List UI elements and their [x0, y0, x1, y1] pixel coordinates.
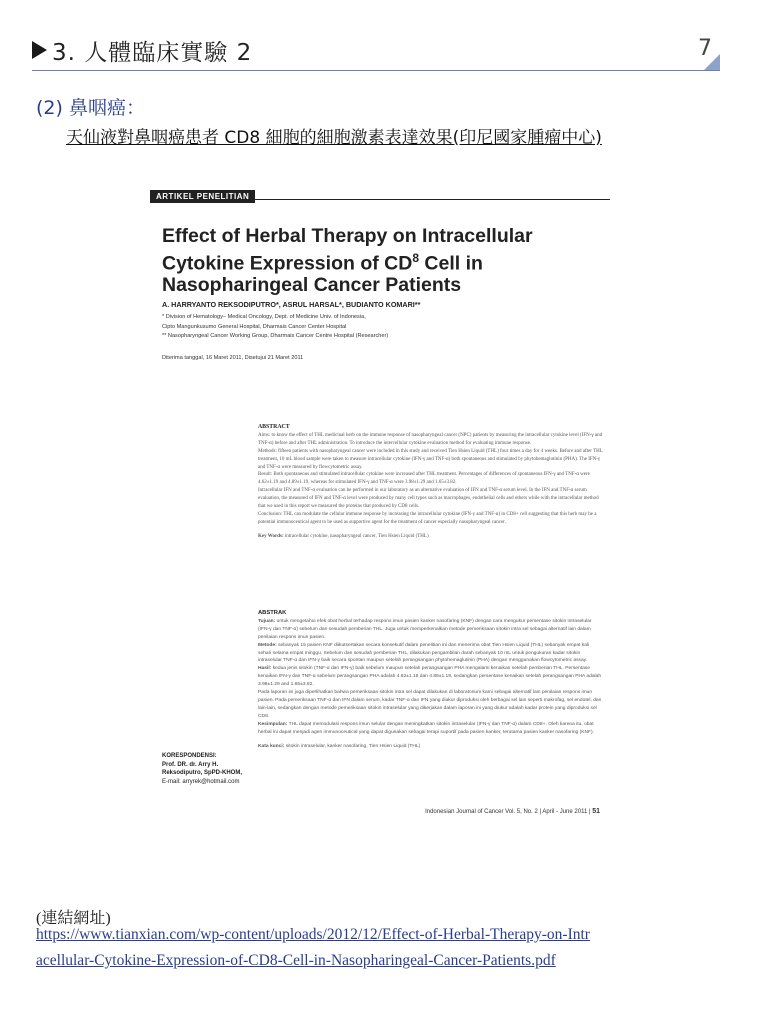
- abstrak-keywords: Kata kunci: sitokin intraselular, kanker nasofaring, Tien Hsien Liquid (THL): [258, 743, 421, 749]
- article-authors: A. HARRYANTO REKSODIPUTRO*, ASRUL HARSAL*, BUDIANTO KOMARI**: [162, 300, 421, 309]
- abstract-aims: Aims: to know the effect of THL medicinal herb on the immune response of nasopharyngeal cancer (NPC) patients by measuring the intracellular cytokine level (IFN-γ and TNF-α) before and after THL administration. To introduce the intercellular cytokine evaluation method for evaluating immune response.: [258, 432, 603, 446]
- page-header: [30, 32, 720, 72]
- article-scan: [110, 168, 620, 848]
- article-label-rule: [150, 199, 610, 200]
- section-heading: (2) 鼻咽癌：: [36, 97, 145, 119]
- article-title-line-3: Nasopharingeal Cancer Patients: [162, 273, 462, 296]
- article-label: ARTIKEL PENELITIAN: [150, 190, 255, 203]
- page-number: 7: [698, 36, 712, 61]
- abstrak-kesimpulan: Kesimpulan: THL dapat memodulasi respons imun selular dengan meningkatkan sitokin intraselular (IFN-γ dan TNF-α) dalam CD8+. Oleh karena itu, obat herbal ini dapat menjadi agen immunoceutical yang dapat digunakan sebagai terapi suportif pada pasien kanker, terutama pasien kanker nasofaring (KNF).: [258, 721, 595, 735]
- abstract-result: Result: Both spontaneous and stimulated intracellular cytokine were increased after THL treatment. Percentages of differences of spontaneous IFN-γ and TNF-α were 4.62±1.19 and 4.89±1.19, whereas for stimulated IFN-γ and TNF-α were 3.98±1.29 and 1.65±3.82.: [258, 472, 590, 486]
- abstract-english: [258, 424, 603, 541]
- article-affiliations: * Division of Hematology– Medical Oncology, Dept. of Medicine Univ. of Indonesia, Cipto Mangunkusumo General Hospital, Dharmais Cancer Center Hospital ** Nasopharyngeal Cancer Working Group, Dharmais Cancer Centre Hospital (Researcher): [162, 314, 389, 339]
- abstrak-hasil: Hasil: kedua jenis sitokin (TNF-α dan IFN-γ) baik sebelum maupun setelah perangsangan PHA mengalami kenaikan setelah pemberian THL. Persentase kenaikan IFN-γ dan TNF-α sebelum perangsangan PHA adalah 4.62±1.19 dan 4.89±1.19, sedangkan persentase kenaikan setelah perangsangan PHA adalah 3.98±1.29 and 1.65±3.82.: [258, 666, 602, 688]
- section-subtitle: 天仙液對鼻咽癌患者 CD8 細胞的細胞激素表達效果(印尼國家腫瘤中心): [66, 128, 602, 148]
- header-divider: [32, 70, 720, 71]
- link-label: (連結網址): [36, 910, 111, 927]
- article-title-line-2: Cytokine Expression of $CD^8$ Cell in: [162, 250, 483, 274]
- abstrak-metode: Metode: sebanyak 15 pasien KNF diikutsertakan secara konsekutif dalam penelitian ini dan menerima obat Tien Hsien Liquid (THL) sebanyak empat kali sehari selama empat minggu. Sebelum dan sesudah pemberian THL, dilakukan pengambilan darah sebanyak 10 mL untuk pengukuran kadar sitokin intraselular TNF-α dan IFN-γ baik secara spontan maupun setelah perangsangan phytohemaglutinin (PHA) dengan menggunakan flowcytometric assay.: [258, 642, 590, 664]
- corner-fold-decoration: [704, 54, 720, 70]
- abstract-methods: Methods: fifteen patients with nasopharyngeal cancer were included in this study and received Tien Hsien Liquid (THL) four times a day for 4 weeks. Before and after THL treatment, 10 mL blood sample were taken to measure intracellular cytokine (IFN-γ and TNF-α) both spontaneous and stimulated by phytohemaglutinin (PHA). The IFN-γ and TNF-α were measured by flowcytometric assay.: [258, 448, 603, 470]
- article-dates: Diterima tanggal, 16 Maret 2011, Disetujui 21 Maret 2011: [162, 355, 304, 361]
- page-title: 3. 人體臨床實驗 2: [52, 40, 253, 66]
- abstract-conclusion: Conclusion: THL can modulate the cellular immune response by increasing the intracellular cytokine (IFN-γ and TNF-α) in CD8+ cell suggesting that this herb may be a potential immunoceutical agent to be used as supportive agent for the treatment of cancer especially nasopharyngeal cancer.: [258, 511, 597, 525]
- pdf-link-line-2[interactable]: acellular-Cytokine-Expression-of-CD8-Cell-in-Nasopharingeal-Cancer-Patients.pdf: [36, 952, 556, 969]
- journal-footer: Indonesian Journal of Cancer Vol. 5, No. 2 | April - June 2011 | 51: [425, 808, 600, 815]
- article-title: [162, 226, 582, 296]
- abstrak-hasil-2: Pada laporan ini juga diperlihatkan bahwa pemeriksaan sitokin intra sel dapat dilakukan di laboratorium kami sebagai alternatif lain penilaian respons imun pasien. Pada pemeriksaan TNF-α dan IFN dalam serum, kadar TNF-α dan IFN yang diukur diproduksi oleh berbagai sel lain seperti makrofag, sel endotel, dan lain-lain, sedangkan dengan metode pemeriksaan sitokin intraselular yang dikerjakan dalam laporan ini yang diukur adalah kadar protein yang diproduksi sel CD8.: [258, 690, 602, 719]
- correspondence-block: KORESPONDENSI: Prof. DR. dr. Arry H. Reksodiputro, SpPD-KHOM, E-mail: arryrek@hotmail.com: [162, 753, 243, 785]
- article-title-line-1: Effect of Herbal Therapy on Intracellular: [162, 225, 533, 247]
- triangle-bullet-icon: [32, 41, 47, 59]
- pdf-link-line-1[interactable]: https://www.tianxian.com/wp-content/uploads/2012/12/Effect-of-Herbal-Therapy-on-Intr: [36, 926, 590, 943]
- abstract-indonesian: [258, 610, 603, 750]
- abstract-heading: ABSTRACT: [258, 424, 290, 430]
- abstract-keywords: Key Words: intracellular cytokine, nasopharyngeal cancer, Tien Hsien Liquid (THL): [258, 533, 429, 539]
- abstract-result-2: Intracellular IFN and TNF-α evaluation can be performed in our laboratory as an alternative evaluation of IFN and TNF-α serum level. In the IFN and TNF-α serum evaluation, the measured of IFN and TNF-α level were produced by many cell types such as macrophages, endothelial cells and others while with the intracellular method that we used in this report we measured the proteins that produced by CD8 cells.: [258, 488, 599, 510]
- abstrak-tujuan: Tujuan: untuk mengetahui efek obat herbal terhadap respons imun pasien kanker nasofaring (KNF) dengan cara mengukur persentase sitokin intraselular (IFN-γ dan TNF-α) sebelum dan sesudah pemberian THL. Juga untuk memperkenalkan metode pemeriksaan sitokin intra sel sebagai alternatif lain dalam penilaian respons imun pasien.: [258, 618, 592, 640]
- abstrak-heading: ABSTRAK: [258, 610, 287, 616]
- article-label-bar: [150, 184, 620, 203]
